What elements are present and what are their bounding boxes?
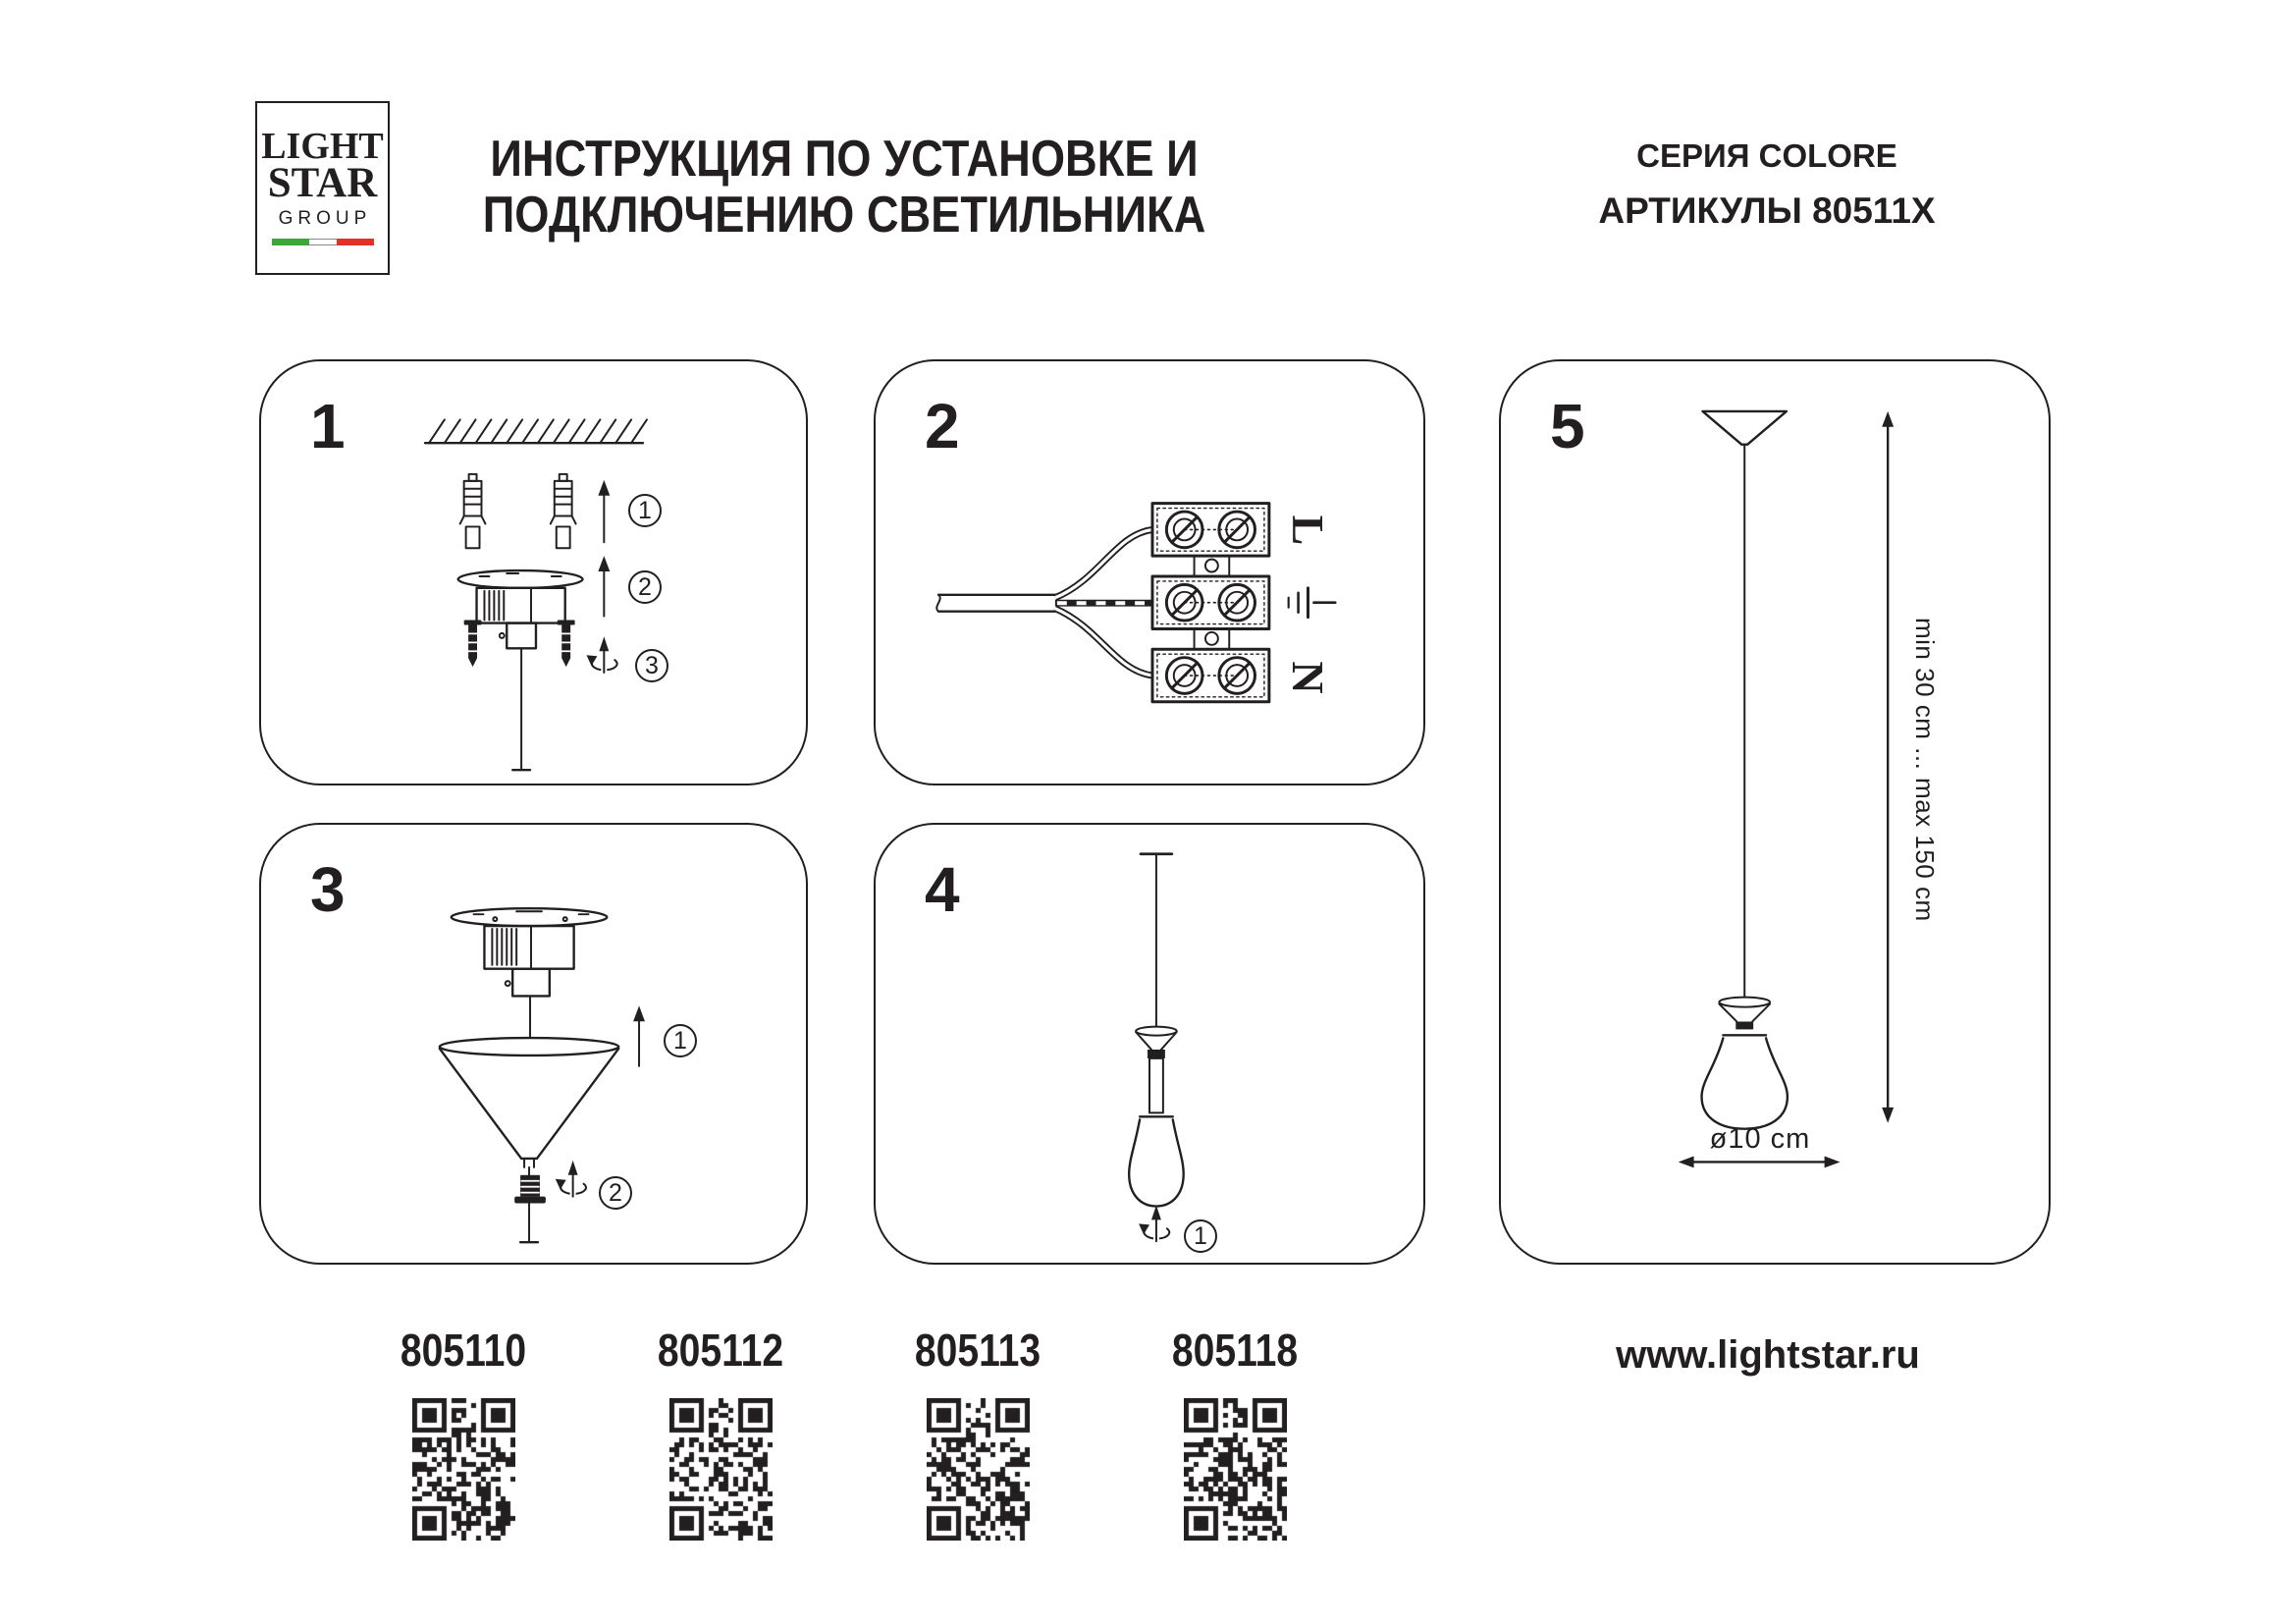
- suspension-cord-icon: [1141, 854, 1172, 1026]
- articles-label: АРТИКУЛЫ 80511X: [1598, 190, 1936, 231]
- mains-cable-icon: [936, 595, 1055, 612]
- diameter-label: ø10 cm: [1709, 1123, 1811, 1155]
- cone-shade-icon: [440, 1038, 618, 1167]
- panel-number: 3: [310, 854, 346, 925]
- panel-number: 2: [925, 391, 960, 461]
- up-arrow-icon: [598, 556, 610, 616]
- panel-number: 4: [925, 854, 960, 925]
- screw-icon: [558, 621, 575, 668]
- page-title-line2: ПОДКЛЮЧЕНИЮ СВЕТИЛЬНИКА: [482, 187, 1206, 244]
- article-number: 805118: [1171, 1325, 1299, 1376]
- lightstar-logo: [255, 101, 390, 275]
- qr-code-805110: [412, 1398, 515, 1541]
- screw-icon: [464, 621, 482, 668]
- height-dimension-arrow-icon: [1882, 411, 1894, 1123]
- canopy-icon: [452, 908, 608, 1038]
- qr-code-805118: [1184, 1398, 1287, 1541]
- panel-3-shade-assembly: [259, 823, 808, 1265]
- step-badge-1: 1: [1184, 1219, 1217, 1253]
- up-arrow-icon: [598, 480, 610, 542]
- ceiling-mount-diagram: [261, 361, 806, 784]
- qr-code-805112: [669, 1398, 773, 1541]
- diffuser-assembly-diagram: [876, 825, 1423, 1263]
- wire-icon: [1055, 529, 1152, 676]
- shade-assembly-diagram: [261, 825, 806, 1263]
- panel-5-dimensions: [1499, 359, 2051, 1265]
- step-badge-1: 1: [664, 1024, 697, 1057]
- up-arrow-icon: [633, 1005, 645, 1065]
- step-badge-2: 2: [628, 570, 662, 604]
- logo-word-star: STAR: [267, 160, 378, 206]
- panel-2-wiring: [874, 359, 1425, 785]
- wiring-diagram: [876, 361, 1423, 784]
- page-title-line1: ИНСТРУКЦИЯ ПО УСТАНОВКЕ И: [490, 131, 1199, 188]
- neutral-label: N: [1283, 661, 1333, 694]
- height-range-label: min 30 cm ... max 150 cm: [1910, 618, 1940, 922]
- terminal-screw-icon: [1166, 512, 1255, 693]
- article-number: 805112: [657, 1325, 784, 1376]
- step-badge-1: 1: [628, 494, 662, 527]
- panel-number: 1: [310, 391, 346, 461]
- wall-plug-icon: [460, 474, 486, 548]
- qr-code-805113: [927, 1398, 1030, 1541]
- logo-word-light: LIGHT: [261, 126, 384, 167]
- panel-1-ceiling-fixing: [259, 359, 808, 785]
- flag-green-stripe: [272, 239, 309, 245]
- rotate-arrow-icon: [586, 636, 616, 673]
- pendant-lamp-icon: [1702, 411, 1788, 1129]
- rotate-arrow-icon: [1139, 1206, 1169, 1242]
- series-label: СЕРИЯ COLORE: [1636, 137, 1897, 174]
- series-block: [1571, 137, 1963, 231]
- panel-4-diffuser-assembly: [874, 823, 1425, 1265]
- canopy-icon: [458, 570, 583, 770]
- panel-number: 5: [1550, 391, 1585, 461]
- step-badge-3: 3: [635, 649, 668, 682]
- article-number: 805110: [400, 1325, 527, 1376]
- article-number: 805113: [914, 1325, 1041, 1376]
- italy-flag-icon: [272, 239, 374, 245]
- rotate-arrow-icon: [556, 1161, 586, 1197]
- line-label: L: [1283, 514, 1333, 546]
- ground-icon: [1289, 588, 1336, 618]
- page-title: [412, 132, 1276, 244]
- logo-word-group: GROUP: [278, 208, 372, 229]
- flag-red-stripe: [337, 239, 374, 245]
- cord-grip-icon: [514, 1167, 546, 1242]
- website-label: www.lightstar.ru: [1616, 1333, 1920, 1377]
- step-badge-2: 2: [599, 1176, 632, 1210]
- ceiling-hatch-icon: [425, 419, 647, 443]
- wall-plug-icon: [551, 474, 576, 548]
- flag-white-stripe: [309, 239, 337, 245]
- diameter-dimension-arrow-icon: [1679, 1156, 1841, 1167]
- teardrop-shade-icon: [1129, 1116, 1184, 1206]
- shade-holder-icon: [1136, 1027, 1177, 1113]
- terminal-block-icon: [1152, 504, 1269, 702]
